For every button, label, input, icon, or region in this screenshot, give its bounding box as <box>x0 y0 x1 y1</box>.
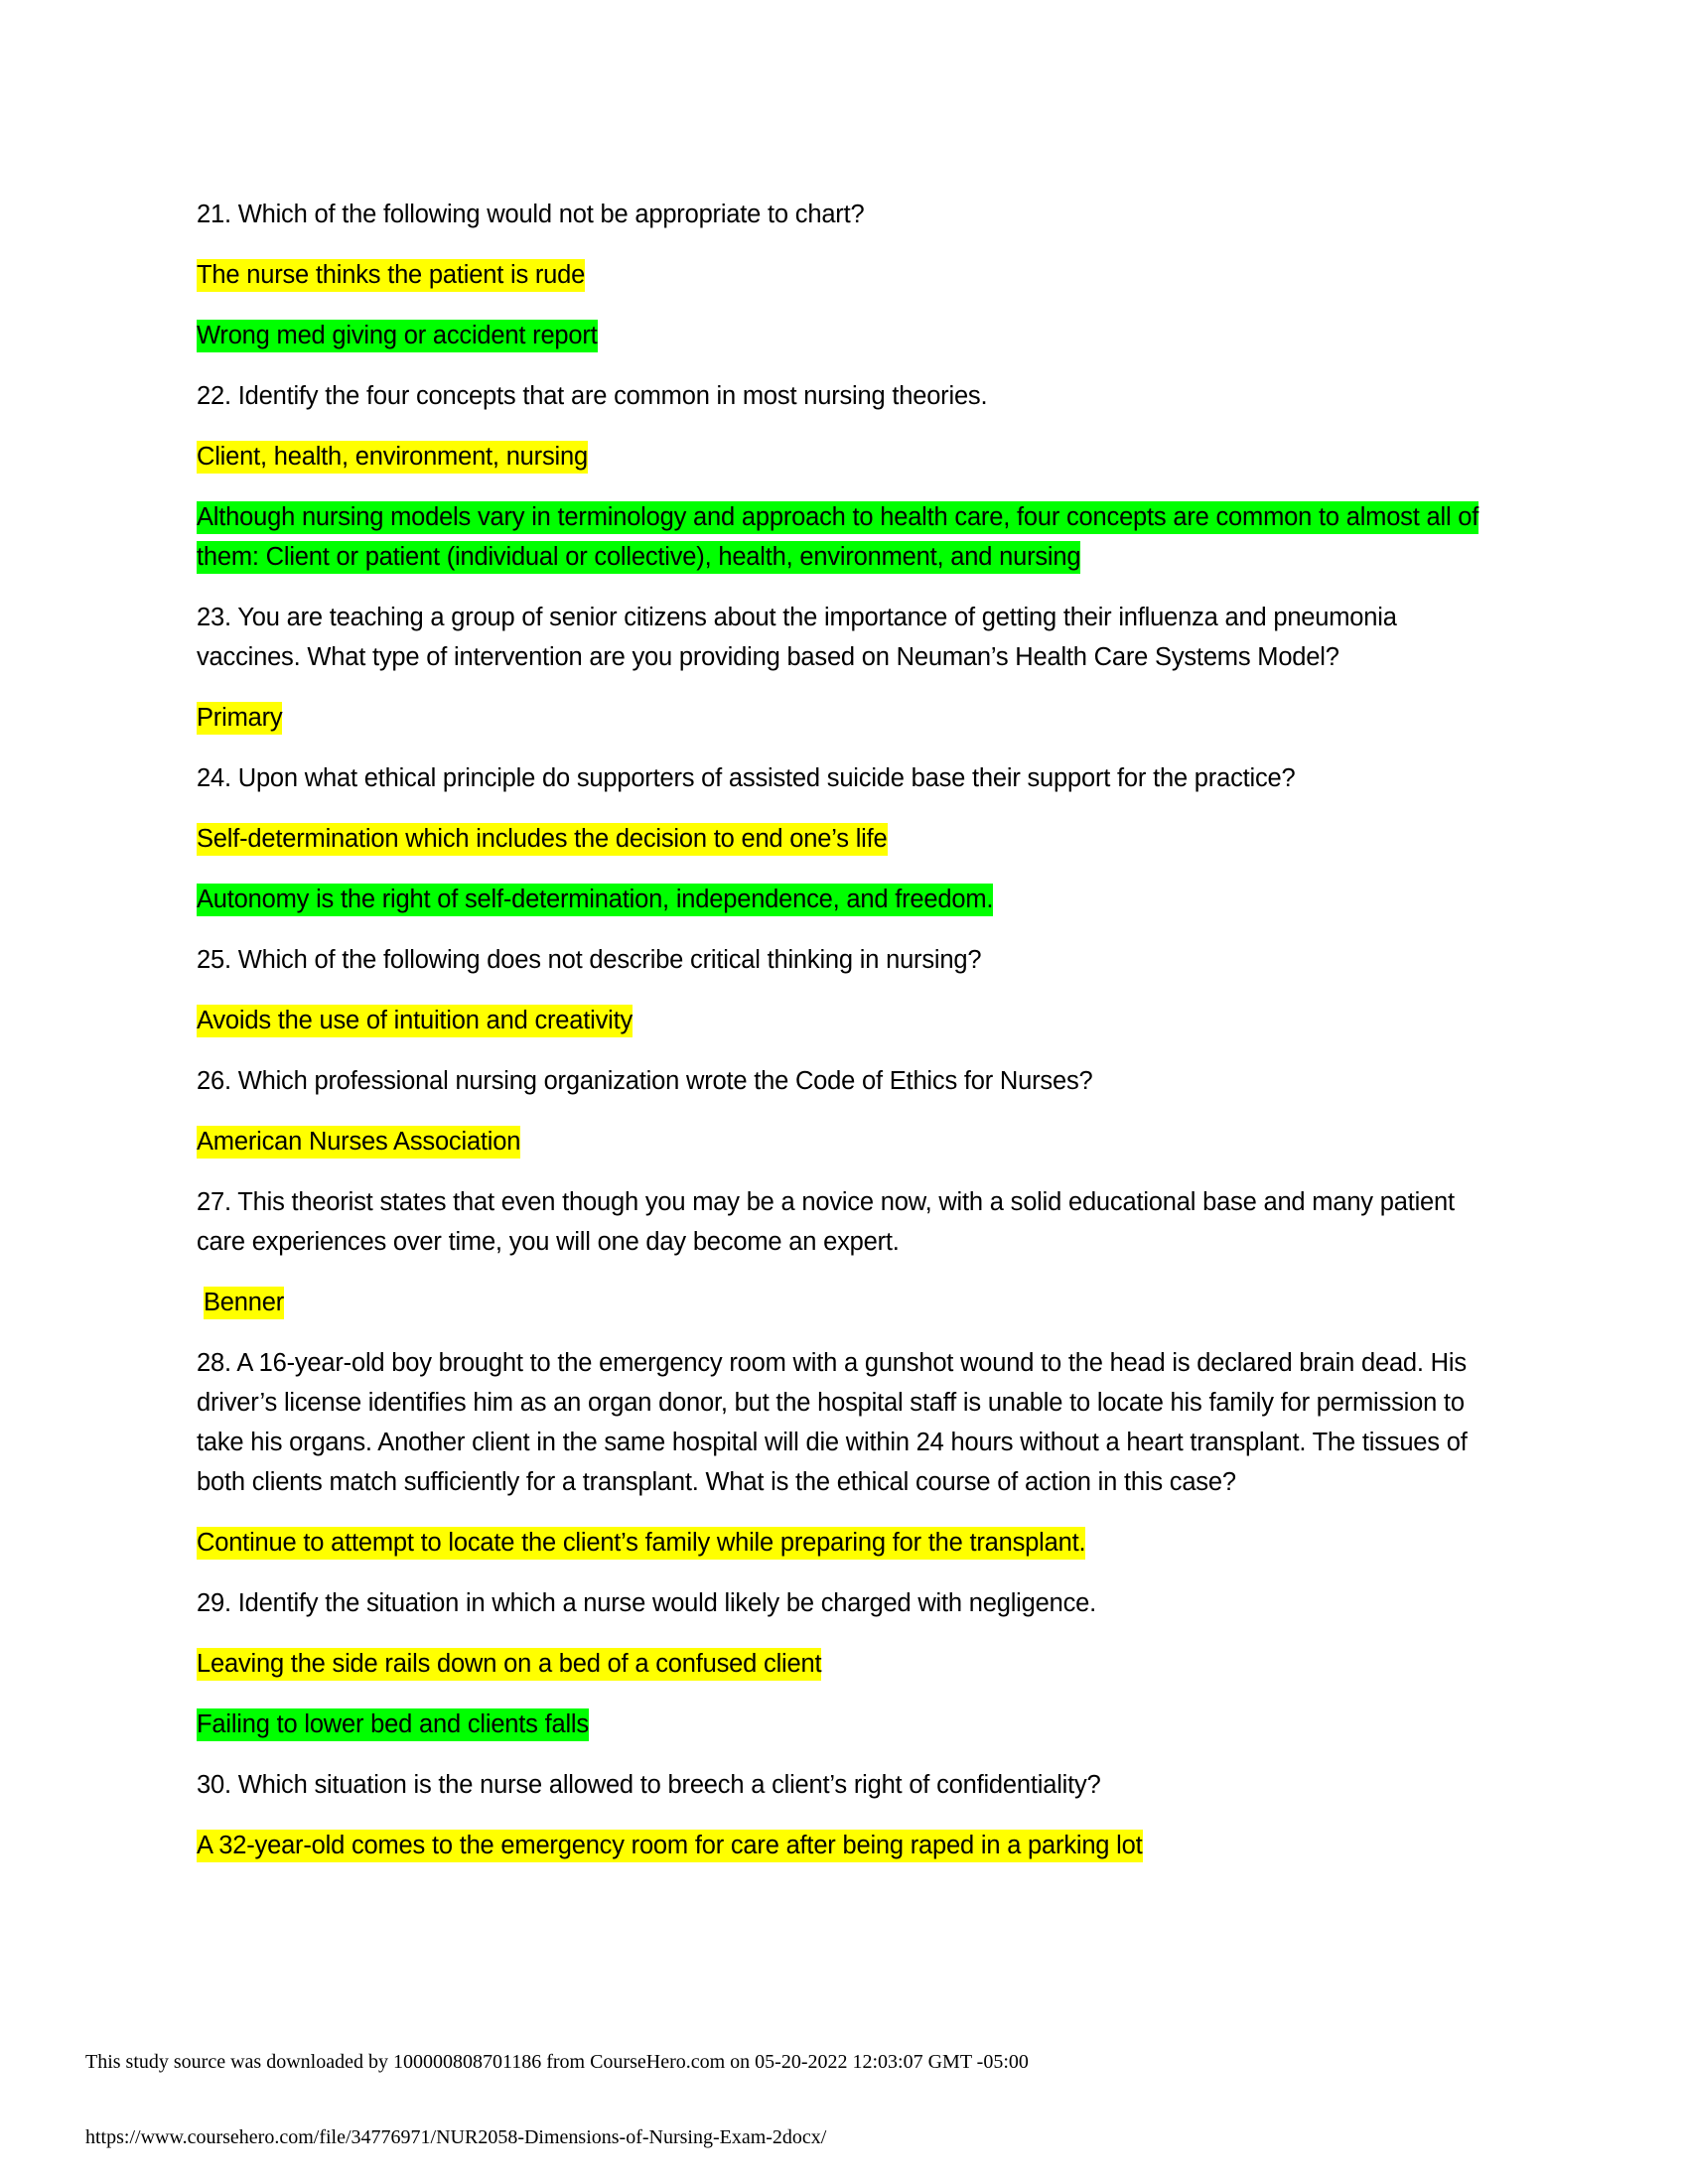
yellow-highlighted-answer: American Nurses Association <box>197 1126 520 1159</box>
yellow-highlighted-answer: Leaving the side rails down on a bed of a confused client <box>197 1648 821 1681</box>
answer-24-explanation <box>197 880 1487 919</box>
question-28 <box>197 1343 1487 1502</box>
download-notice: This study source was downloaded by 100000808701186 from CourseHero.com on 05-20-2022 12:03:07 GMT -05:00 <box>85 2051 1029 2073</box>
question-text: 29. Identify the situation in which a nurse would likely be charged with negligence. <box>197 1589 1097 1617</box>
yellow-highlighted-answer: Benner <box>204 1287 284 1319</box>
answer-29-explanation <box>197 1705 1487 1744</box>
answer-26-primary <box>197 1122 1487 1161</box>
yellow-highlighted-answer: Client, health, environment, nursing <box>197 441 588 474</box>
answer-29-primary <box>197 1644 1487 1684</box>
source-url[interactable]: https://www.coursehero.com/file/34776971/NUR2058-Dimensions-of-Nursing-Exam-2docx/ <box>85 2126 827 2148</box>
answer-21-explanation <box>197 316 1487 355</box>
yellow-highlighted-answer: Self-determination which includes the decision to end one’s life <box>197 823 888 856</box>
question-text: 27. This theorist states that even though you may be a novice now, with a solid educational base and many patient care experiences over time, you will one day become an expert. <box>197 1188 1455 1256</box>
yellow-highlighted-answer: Continue to attempt to locate the client’s family while preparing for the transplant. <box>197 1527 1085 1560</box>
answer-22-explanation <box>197 497 1487 577</box>
answer-23-primary <box>197 698 1487 738</box>
question-text: 24. Upon what ethical principle do supporters of assisted suicide base their support for the practice? <box>197 764 1296 792</box>
green-highlighted-answer: Failing to lower bed and clients falls <box>197 1708 589 1741</box>
yellow-highlighted-answer: A 32-year-old comes to the emergency room for care after being raped in a parking lot <box>197 1830 1143 1862</box>
question-24 <box>197 758 1487 798</box>
question-text: 22. Identify the four concepts that are common in most nursing theories. <box>197 382 988 410</box>
question-text: 26. Which professional nursing organization wrote the Code of Ethics for Nurses? <box>197 1067 1093 1095</box>
question-text: 21. Which of the following would not be appropriate to chart? <box>197 201 865 228</box>
question-26 <box>197 1061 1487 1101</box>
yellow-highlighted-answer: The nurse thinks the patient is rude <box>197 259 585 292</box>
question-text: 28. A 16-year-old boy brought to the emergency room with a gunshot wound to the head is declared brain dead. His driver’s license identifies him as an organ donor, but the hospital staff is unable to locate his family for permission to take his organs. Another client in the same hospital will die within 24 hours without a heart transplant. The tissues of both clients match sufficiently for a transplant. What is the ethical course of action in this case? <box>197 1349 1468 1496</box>
question-text: 25. Which of the following does not describe critical thinking in nursing? <box>197 946 982 974</box>
answer-24-primary <box>197 819 1487 859</box>
question-text: 30. Which situation is the nurse allowed to breech a client’s right of confidentiality? <box>197 1771 1101 1799</box>
question-25 <box>197 940 1487 980</box>
question-27 <box>197 1182 1487 1262</box>
green-highlighted-answer: Although nursing models vary in terminology and approach to health care, four concepts are common to almost all of them: Client or patient (individual or collective), health, environment, and nursing <box>197 501 1478 574</box>
yellow-highlighted-answer: Primary <box>197 702 282 735</box>
answer-22-primary <box>197 437 1487 477</box>
answer-30-primary <box>197 1826 1487 1865</box>
answer-28-primary <box>197 1523 1487 1563</box>
green-highlighted-answer: Wrong med giving or accident report <box>197 320 598 352</box>
green-highlighted-answer: Autonomy is the right of self-determination, independence, and freedom. <box>197 884 993 916</box>
answer-27-primary <box>197 1283 1487 1322</box>
document-page <box>197 195 1487 1886</box>
yellow-highlighted-answer: Avoids the use of intuition and creativity <box>197 1005 633 1037</box>
question-29 <box>197 1583 1487 1623</box>
question-23 <box>197 598 1487 677</box>
question-22 <box>197 376 1487 416</box>
question-21 <box>197 195 1487 234</box>
question-30 <box>197 1765 1487 1805</box>
answer-25-primary <box>197 1001 1487 1040</box>
answer-21-primary <box>197 255 1487 295</box>
question-text: 23. You are teaching a group of senior citizens about the importance of getting their influenza and pneumonia vaccines. What type of intervention are you providing based on Neuman’s Health Care Systems Model? <box>197 604 1397 671</box>
